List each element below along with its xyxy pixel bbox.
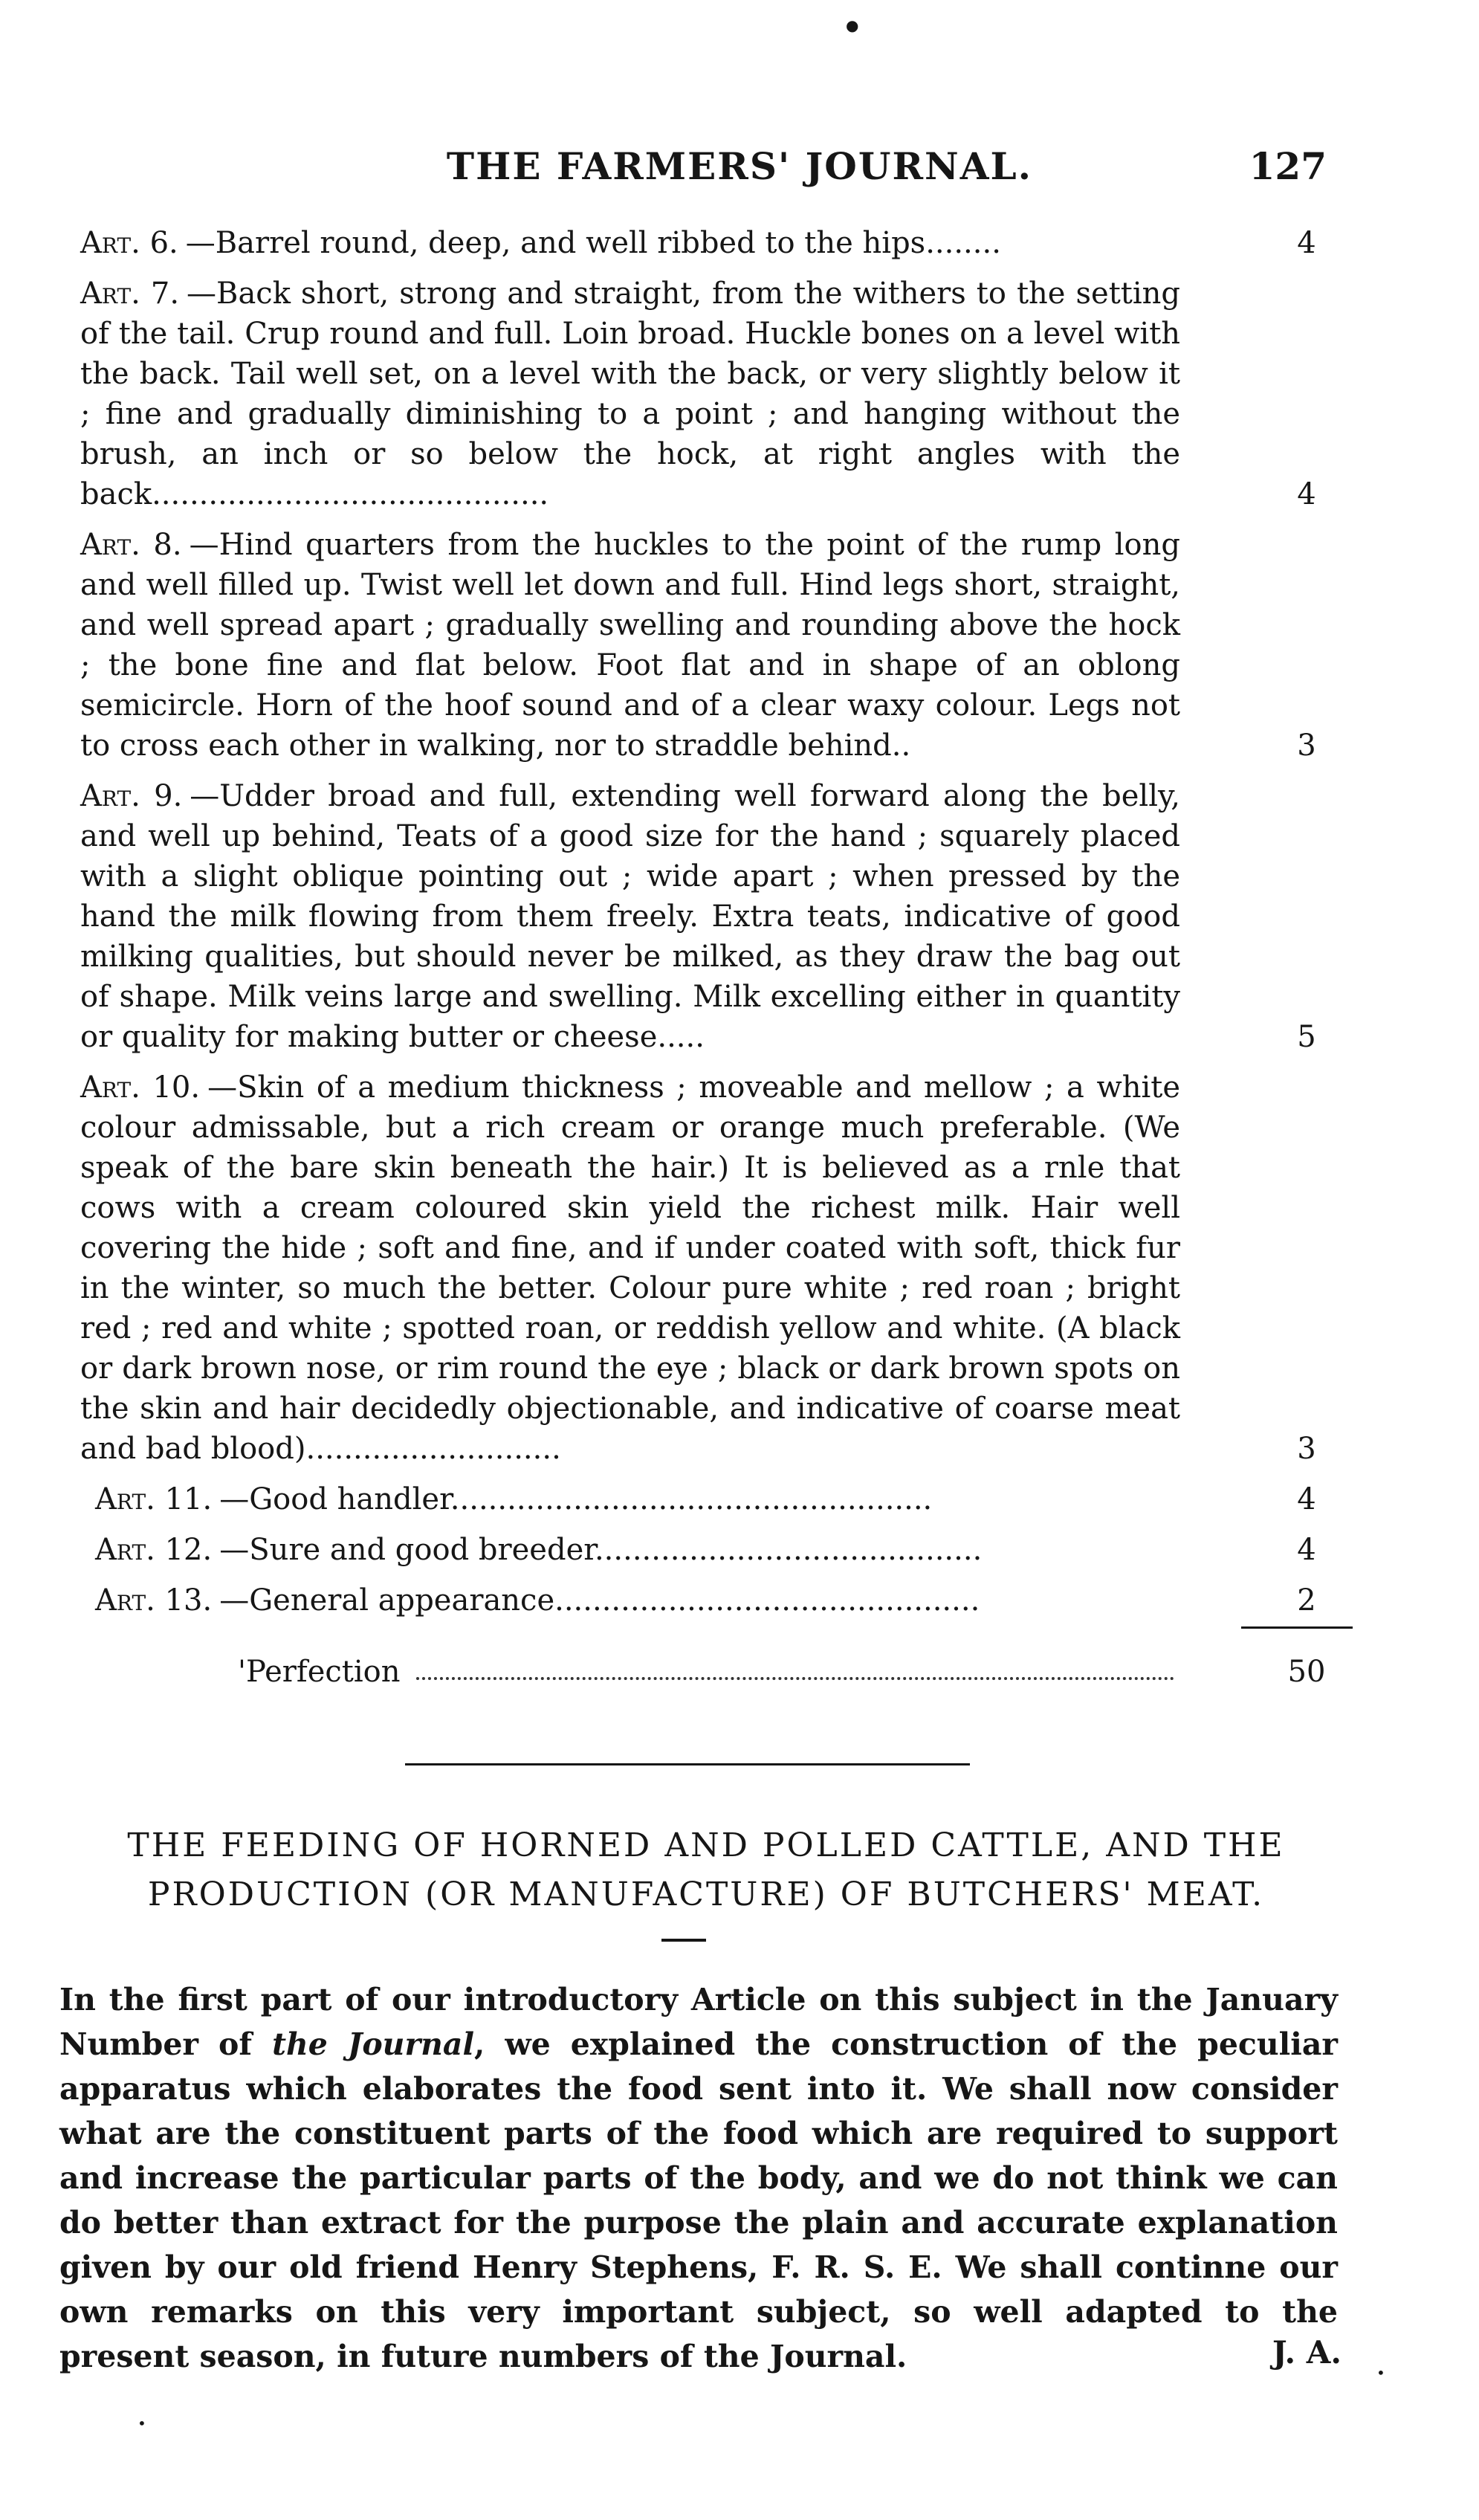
article-score: 4	[1297, 477, 1316, 511]
article-score: 3	[1297, 728, 1316, 763]
article-text: —Good handler...................................................	[219, 1482, 933, 1516]
total-row	[238, 1652, 1344, 1696]
total-rule	[1241, 1626, 1353, 1629]
article-11	[80, 1479, 1344, 1519]
article-label: Art. 10.	[80, 1070, 201, 1105]
article-label: Art. 11.	[95, 1482, 213, 1516]
total-value: 50	[1287, 1655, 1326, 1689]
article-8	[80, 525, 1344, 766]
article-text: —Hind quarters from the huckles to the point of the rump long and well filled up. Twist well let down and full. Hind legs short, straight, and well spread apart ; gradually swelling and rounding above the hock ; the bone fine and flat below. Foot flat and in shape of an oblong semicircle. Horn of the hoof sound and of a clear waxy colour. Legs not to cross each other in walking, nor to straddle behind..	[80, 528, 1180, 763]
article-9	[80, 776, 1344, 1057]
page-header	[0, 144, 1479, 196]
intro-text-before: In the first part of our introductory Article on this subject in the January Number of	[59, 1982, 1338, 2062]
article-label: Art. 8.	[80, 528, 182, 562]
article-12	[80, 1530, 1344, 1570]
article-text: —General appearance.............................................	[219, 1583, 980, 1618]
page-number: 127	[1249, 144, 1327, 188]
title-dash	[661, 1939, 706, 1942]
intro-paragraph	[59, 1977, 1338, 2379]
article-score: 5	[1297, 1020, 1316, 1054]
dot-leader	[416, 1662, 1174, 1680]
article-label: Art. 12.	[95, 1533, 213, 1567]
article-13	[80, 1580, 1344, 1621]
top-dot-mark: ●	[846, 16, 859, 34]
article-score: 4	[1297, 226, 1316, 260]
article-text: —Barrel round, deep, and well ribbed to the hips........	[185, 226, 1001, 260]
signature: J. A.	[1272, 2334, 1342, 2371]
article-score: 4	[1297, 1482, 1316, 1516]
scale-of-points	[80, 223, 1344, 1631]
article-label: Art. 9.	[80, 779, 183, 813]
intro-text-after: , we explained the construction of the peculiar apparatus which elaborates the food sent into it. We shall now consider what are the constituent parts of the food which are required to support and increase the particular parts of the body, and we do not think we can do better than extract for the purpose the plain and accurate explanation given by our old friend Henry Stephens, F. R. S. E. We shall continne our own remarks on this very important subject, so well adapted to the present season, in future numbers of the Journal.	[59, 2026, 1338, 2374]
section-title-line-2: PRODUCTION (OR MANUFACTURE) OF BUTCHERS' MEAT.	[147, 1876, 1265, 1913]
article-text: —Skin of a medium thickness ; moveable and mellow ; a white colour admissable, but a rich cream or orange much preferable. (We speak of the bare skin beneath the hair.) It is believed as a rnle that cows with a cream coloured skin yield the richest milk. Hair well covering the hide ; soft and fine, and if under coated with soft, thick fur in the winter, so much the better. Colour pure white ; red roan ; bright red ; red and white ; spotted roan, or reddish yellow and white. (A black or dark brown nose, or rim round the eye ; black or dark brown spots on the skin and hair decidedly objectionable, and indicative of coarse meat and bad blood)...........................	[80, 1070, 1180, 1466]
article-text: —Udder broad and full, extending well forward along the belly, and well up behind, Teats of a good size for the hand ; squarely placed with a slight oblique pointing out ; wide apart ; when pressed by the hand the milk flowing from them freely. Extra teats, indicative of good milking qualities, but should never be milked, as they draw the bag out of shape. Milk veins large and swelling. Milk excelling either in quantity or quality for making butter or cheese.....	[80, 779, 1180, 1054]
article-score: 3	[1297, 1432, 1316, 1466]
section-title	[59, 1821, 1353, 1919]
article-text: —Sure and good breeder.........................................	[219, 1533, 983, 1567]
total-label: 'Perfection	[238, 1655, 401, 1689]
article-score: 2	[1297, 1583, 1316, 1618]
article-10	[80, 1067, 1344, 1469]
article-7	[80, 274, 1344, 514]
running-title: THE FARMERS' JOURNAL.	[446, 144, 1033, 188]
bottom-dot-mark: •	[137, 2414, 146, 2432]
journal-title-italic: the Journal	[272, 2026, 475, 2062]
article-label: Art. 7.	[80, 277, 180, 311]
article-score: 4	[1297, 1533, 1316, 1567]
section-title-line-1: THE FEEDING OF HORNED AND POLLED CATTLE, AND THE	[127, 1826, 1285, 1864]
article-6	[80, 223, 1344, 263]
article-label: Art. 6.	[80, 226, 178, 260]
article-text: —Back short, strong and straight, from the withers to the setting of the tail. Crup round and full. Loin broad. Huckle bones on a level with the back. Tail well set, on a level with the back, or very slightly below it ; fine and gradually diminishing to a point ; and hanging without the brush, an inch or so below the hock, at right angles with the back..........................................	[80, 277, 1180, 511]
article-label: Art. 13.	[95, 1583, 213, 1618]
bottom-right-mark: •	[1376, 2364, 1385, 2382]
section-divider	[405, 1763, 970, 1765]
